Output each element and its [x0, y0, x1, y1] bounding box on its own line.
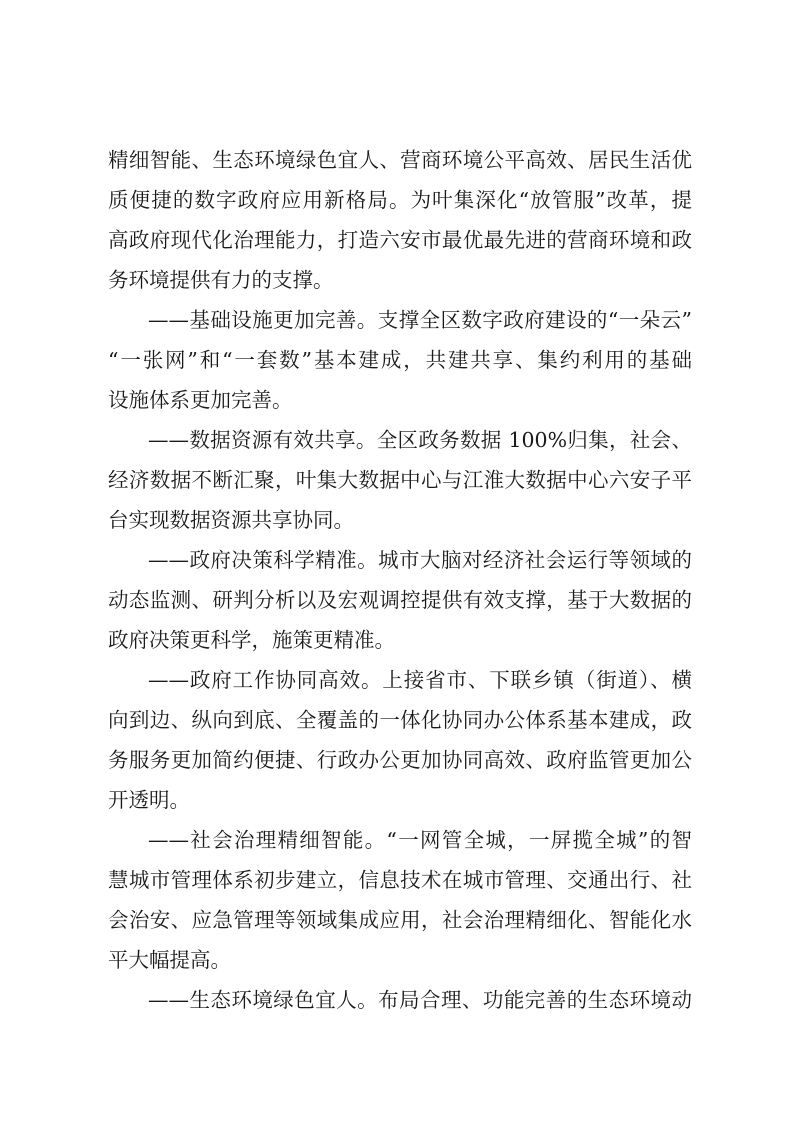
paragraph-start-line: ——社会治理精细智能。“一网管全城，一屏揽全城”的智: [148, 828, 692, 852]
text-line: 台实现数据资源共享协同。: [108, 508, 354, 532]
paragraph-start-line: ——基础设施更加完善。支撑全区数字政府建设的“一朵云”: [148, 308, 692, 332]
text-line: “一张网”和“一套数”基本建成，共建共享、集约利用的基础: [108, 348, 692, 372]
paragraph-start-line: ——生态环境绿色宜人。布局合理、功能完善的生态环境动: [148, 988, 692, 1012]
paragraph-start-line: ——政府工作协同高效。上接省市、下联乡镇（街道）、横: [148, 668, 692, 692]
text-line: 设施体系更加完善。: [108, 388, 293, 412]
text-line: 经济数据不断汇聚，叶集大数据中心与江淮大数据中心六安子平: [108, 468, 692, 492]
text-line: 高政府现代化治理能力，打造六安市最优最先进的营商环境和政: [108, 228, 692, 252]
text-line: 向到边、纵向到底、全覆盖的一体化协同办公体系基本建成，政: [108, 708, 692, 732]
text-line: 务服务更加简约便捷、行政办公更加协同高效、政府监管更加公: [108, 748, 692, 772]
text-line: 精细智能、生态环境绿色宜人、营商环境公平高效、居民生活优: [108, 148, 692, 172]
text-line: 慧城市管理体系初步建立，信息技术在城市管理、交通出行、社: [108, 868, 692, 892]
text-line: 会治安、应急管理等领域集成应用，社会治理精细化、智能化水: [108, 908, 692, 932]
paragraph-start-line: ——数据资源有效共享。全区政务数据 100%归集，社会、: [148, 428, 692, 452]
paragraph-start-line: ——政府决策科学精准。城市大脑对经济社会运行等领域的: [148, 548, 692, 572]
text-line: 开透明。: [108, 788, 190, 812]
text-line: 务环境提供有力的支撑。: [108, 268, 334, 292]
text-line: 平大幅提高。: [108, 948, 231, 972]
text-line: 政府决策更科学，施策更精准。: [108, 628, 395, 652]
text-line: 动态监测、研判分析以及宏观调控提供有效支撑，基于大数据的: [108, 588, 692, 612]
text-line: 质便捷的数字政府应用新格局。为叶集深化“放管服”改革，提: [108, 188, 692, 212]
